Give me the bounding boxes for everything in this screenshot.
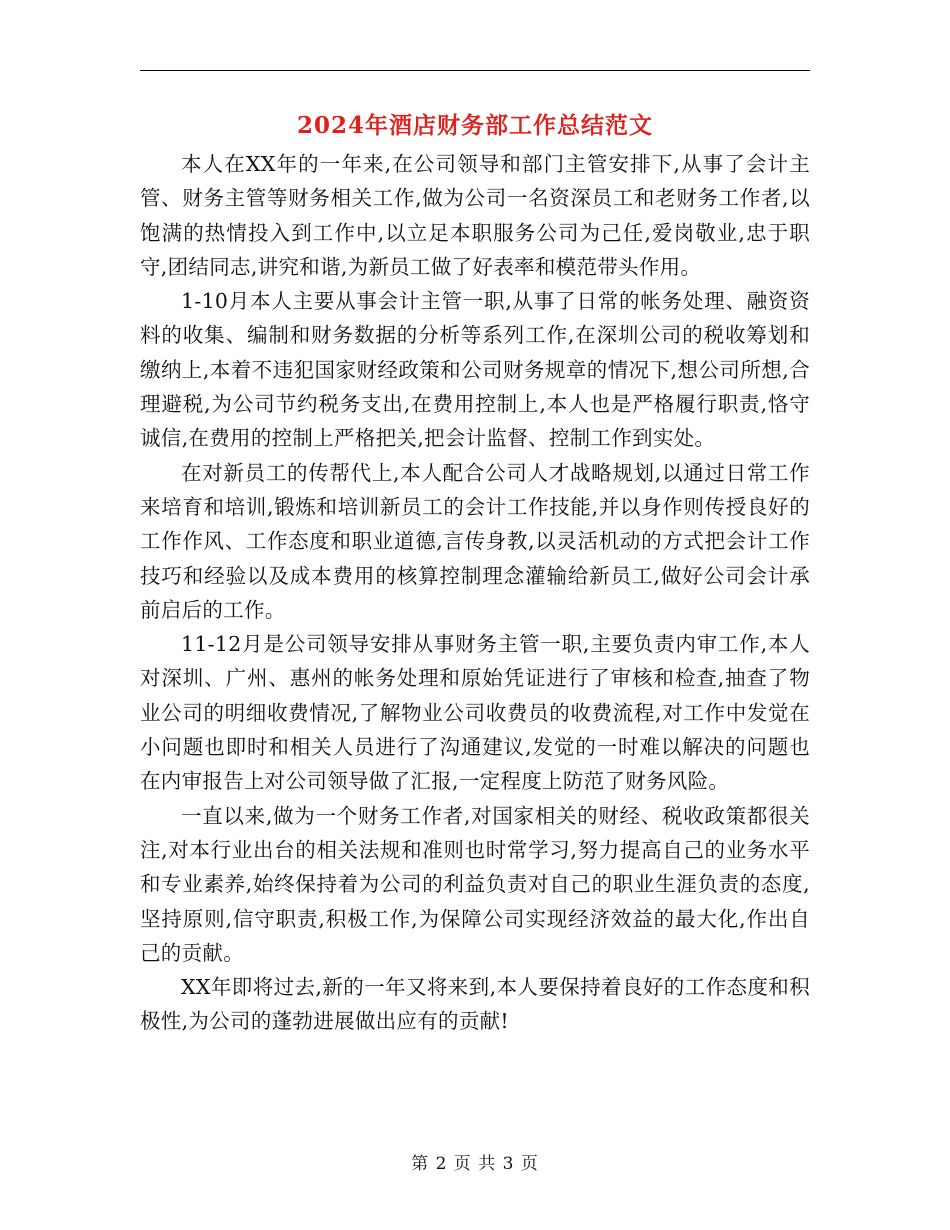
paragraph-4: 11-12月是公司领导安排从事财务主管一职,主要负责内审工作,本人对深圳、广州、惠州的帐务处理和原始凭证进行了审核和检查,抽查了物业公司的明细收费情况,了解物业公司收费员的收费流程,对工作中发觉在小问题也即时和相关人员进行了沟通建议,发觉的一时难以解决的问题也在内审报告上对公司领导做了汇报,一定程度上防范了财务风险。 <box>140 632 810 794</box>
paragraph-3: 在对新员工的传帮代上,本人配合公司人才战略规划,以通过日常工作来培育和培训,锻炼和培训新员工的会计工作技能,并以身作则传授良好的工作作风、工作态度和职业道德,言传身教,以灵活机动的方式把会计工作技巧和经验以及成本费用的核算控制理念灌输给新员工,做好公司会计承前启后的工作。 <box>140 460 810 622</box>
paragraph-5: 一直以来,做为一个财务工作者,对国家相关的财经、税收政策都很关注,对本行业出台的相关法规和准则也时常学习,努力提高自己的业务水平和专业素养,始终保持着为公司的利益负责对自己的职业生涯负责的态度,坚持原则,信守职责,积极工作,为保障公司实现经济效益的最大化,作出自己的贡献。 <box>140 803 810 965</box>
paragraph-1: 本人在XX年的一年来,在公司领导和部门主管安排下,从事了会计主管、财务主管等财务相关工作,做为公司一名资深员工和老财务工作者,以饱满的热情投入到工作中,以立足本职服务公司为己任,爱岗敬业,忠于职守,团结同志,讲究和谐,为新员工做了好表率和模范带头作用。 <box>140 152 810 279</box>
header-rule <box>140 70 810 71</box>
page-number: 第 2 页 共 3 页 <box>411 1154 539 1174</box>
document-body <box>140 147 810 1039</box>
document-title: 2024年酒店财务部工作总结范文 <box>296 112 653 139</box>
paragraph-6: XX年即将过去,新的一年又将来到,本人要保持着良好的工作态度和积极性,为公司的蓬勃进展做出应有的贡献! <box>140 975 810 1034</box>
paragraph-2: 1-10月本人主要从事会计主管一职,从事了日常的帐务处理、融资资料的收集、编制和财务数据的分析等系列工作,在深圳公司的税收筹划和缴纳上,本着不违犯国家财经政策和公司财务规章的情况下,想公司所想,合理避税,为公司节约税务支出,在费用控制上,本人也是严格履行职责,恪守诚信,在费用的控制上严格把关,把会计监督、控制工作到实处。 <box>140 289 810 451</box>
